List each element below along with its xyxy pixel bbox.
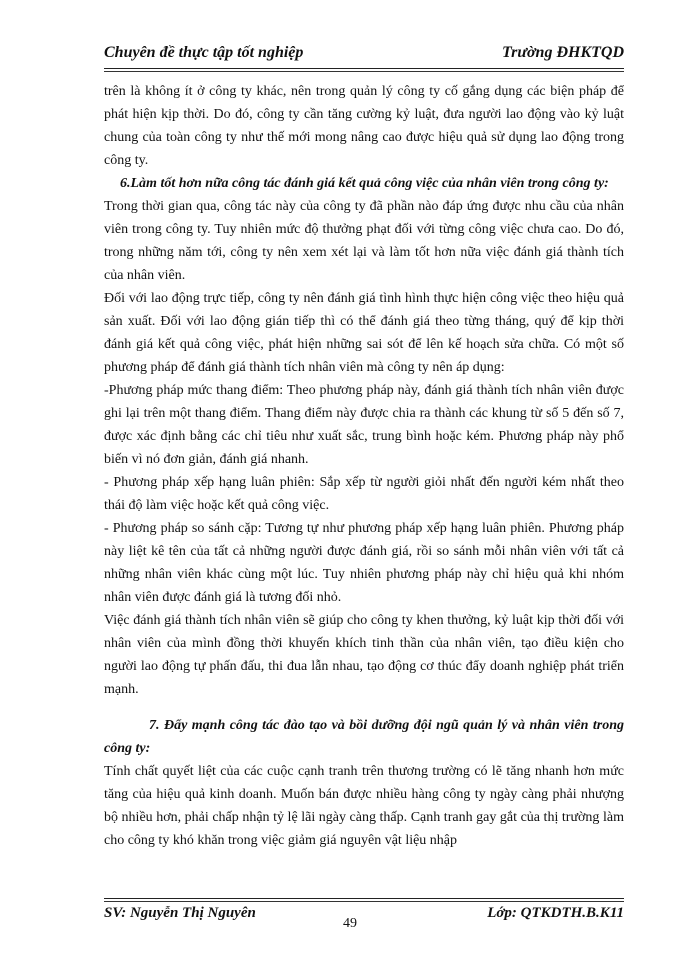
header-school: Trường ĐHKTQD (501, 44, 624, 61)
paragraph-8: Tính chất quyết liệt của các cuộc cạnh tranh trên thương trường có lẽ tăng nhanh hơn mức tăng của hiệu quả kinh doanh. Muốn bán được nhiều hàng công ty ngày càng phải nhượng bộ nhiều hơn, phải chấp nhận tỷ lệ lãi ngày càng thấp. Cạnh tranh gay gắt của thị trường làm cho công ty khó khăn trong việc giảm giá nguyên vật liệu nhập (104, 764, 624, 848)
page-header (104, 42, 624, 68)
paragraph-2: Trong thời gian qua, công tác này của công ty đã phần nào đáp ứng được nhu cầu của nhân viên trong công ty. Tuy nhiên mức độ thưởng phạt đối với từng công việc chưa cao. Do đó, trong những năm tới, công ty nên xem xét lại và làm tốt hơn nữa việc đánh giá thành tích của nhân viên. (104, 199, 624, 283)
paragraph-4: -Phương pháp mức thang điểm: Theo phương pháp này, đánh giá thành tích nhân viên được ghi lại trên một thang điểm. Thang điểm này được chia ra thành các khung từ số 5 đến số 7, được xác định bằng các chỉ tiêu như xuất sắc, trung bình hoặc kém. Phương pháp này phổ biến vì nó đơn giản, đánh giá nhanh. (104, 383, 624, 467)
paragraph-5: - Phương pháp xếp hạng luân phiên: Sắp xếp từ người giỏi nhất đến người kém nhất theo thái độ làm việc hoặc kết quả công việc. (104, 475, 624, 513)
paragraph-3: Đối với lao động trực tiếp, công ty nên đánh giá tình hình thực hiện công việc theo hiệu quả sản xuất. Đối với lao động gián tiếp thì có thể đánh giá theo từng tháng, quý để kịp thời đánh giá kết quả công việc, phát hiện những sai sót để lên kế hoạch sửa chữa. Có một số phương pháp để đánh giá thành tích nhân viên mà công ty nên áp dụng: (104, 291, 624, 375)
footer-student: SV: Nguyễn Thị Nguyên (104, 905, 256, 921)
paragraph-7: Việc đánh giá thành tích nhân viên sẽ giúp cho công ty khen thưởng, kỷ luật kịp thời đối với nhân viên của mình đồng thời khuyến khích tinh thần của nhân viên, tạo điều kiện cho người lao động tự phấn đấu, thi đua lẫn nhau, tạo động cơ thúc đẩy doanh nghiệp phát triển mạnh. (104, 613, 624, 697)
paragraph-1: trên là không ít ở công ty khác, nên trong quản lý công ty cố gắng dụng các biện pháp để phát hiện kịp thời. Do đó, công ty cần tăng cường kỷ luật, đưa người lao động vào kỷ luật chung của toàn công ty như thế mới mong nâng cao được hiệu quả sử dụng lao động trong công ty. (104, 84, 624, 168)
paragraph-6: - Phương pháp so sánh cặp: Tương tự như phương pháp xếp hạng luân phiên. Phương pháp này liệt kê tên của tất cả những người được đánh giá, rồi so sánh mỗi nhân viên với tất cả những nhân viên khác cùng một lúc. Tuy nhiên phương pháp này chỉ hiệu quả khi nhóm nhân viên được đánh giá là tương đối nhỏ. (104, 521, 624, 605)
header-rule-thin (104, 71, 624, 72)
page-number: 49 (343, 916, 357, 931)
footer-rule (104, 898, 624, 899)
section-heading-7: 7. Đẩy mạnh công tác đào tạo và bồi dưỡng đội ngũ quản lý và nhân viên trong công ty: (104, 718, 624, 756)
header-title: Chuyên đề thực tập tốt nghiệp (104, 44, 304, 61)
header-rule (104, 68, 624, 69)
footer-class: Lớp: QTKDTH.B.K11 (487, 905, 624, 921)
section-heading-6: 6.Làm tốt hơn nữa công tác đánh giá kết quả công việc của nhân viên trong công ty: (120, 176, 609, 191)
page-body (104, 80, 624, 852)
footer-rule-thin (104, 901, 624, 902)
